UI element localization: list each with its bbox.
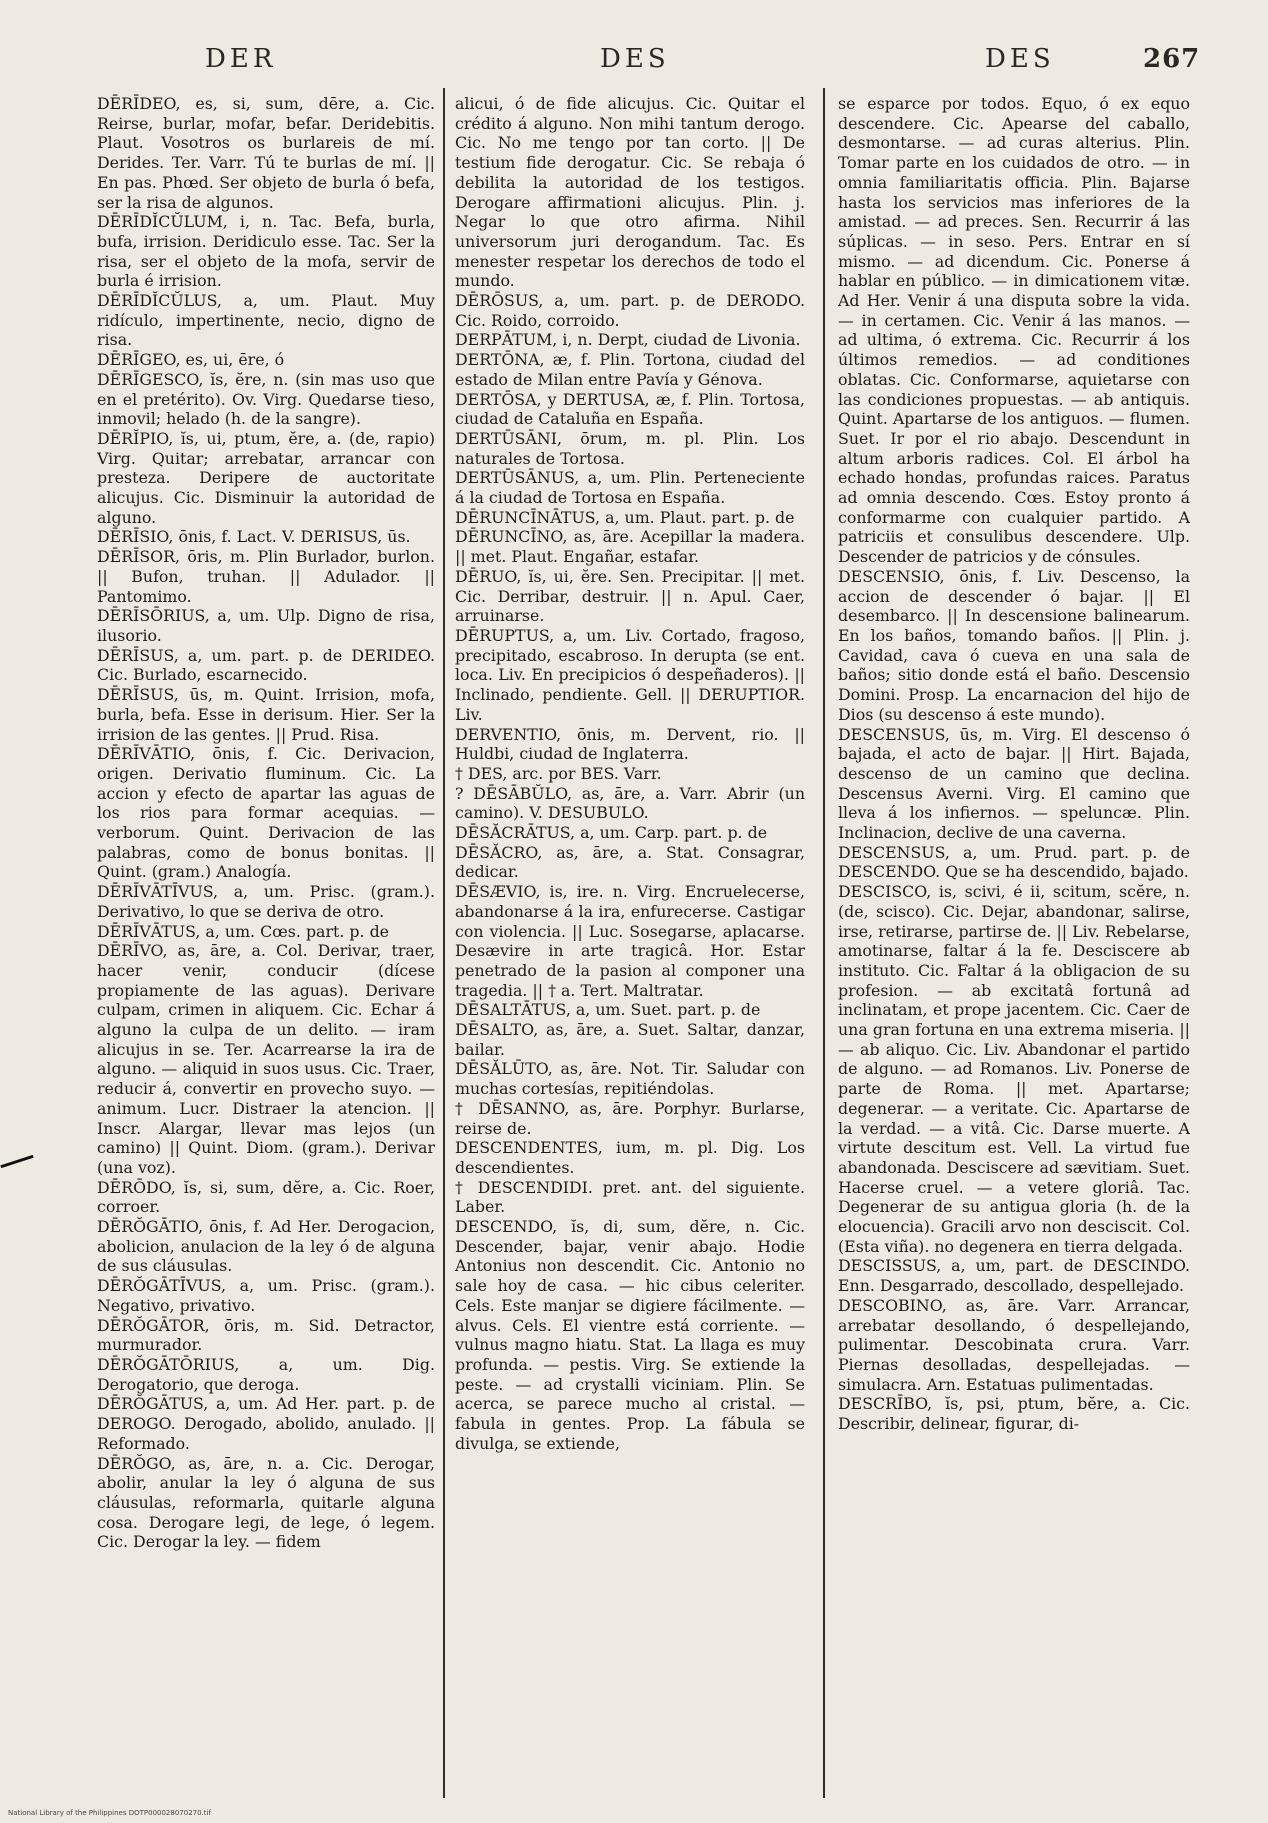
column-rule: [443, 88, 445, 1798]
dictionary-entry: DĒRĪDĬCŬLUS, a, um. Plaut. Muy ridículo, impertinente, necio, digno de risa.: [97, 291, 435, 350]
dictionary-entry: DĒSALTĀTUS, a, um. Suet. part. p. de: [455, 1000, 761, 1020]
header-center-guideword: DES: [600, 44, 670, 74]
dictionary-entry: se esparce por todos. Equo, ó ex equo descendere. Cic. Apearse del caballo, desmontarse. — ad curas alterius. Plin. Tomar parte en los cuidados de otro. — in omnia familiaritatis officia. Plin. Bajarse hasta los servicios mas inferiores de la amistad. — ad preces. Sen. Recurrir á las súplicas. — in seso. Pers. Entrar en sí mismo. — ad dicendum. Cic. Ponerse á hablar en público. — in dimicationem vitæ. Ad Her. Venir á una disputa sobre la vida. — in certamen. Cic. Venir á las manos. — ad ultima, ó extrema. Cic. Recurrir á los últimos remedios. — ad conditiones oblatas. Cic. Conformarse, aquietarse con las condiciones propuestas. — ab antiquis. Quint. Apartarse de los antiguos. — flumen. Suet. Ir por el rio abajo. Descendunt in altum arboris radices. Col. El árbol ha echado hondas, profundas raices. Paratus ad omnia descendo. Cœs. Estoy pronto á conformarme con cualquier partido. A patriciis et consulibus descendere. Ulp. Descender de patricios y de cónsules.: [838, 94, 1190, 567]
dictionary-entry: DĒRUO, ĭs, ui, ĕre. Sen. Precipitar. || met. Cic. Derribar, destruir. || n. Apul. Caer, arruinarse.: [455, 566, 805, 626]
dictionary-entry: DĒSÆVIO, is, ire. n. Virg. Encruelecerse, abandonarse á la ira, enfurecerse. Castigar con violencia. || Luc. Sosegarse, aplacarse. Desævire in arte tragicâ. Hor. Estar penetrado de la pasion al componer una tragedia. || † a. Tert. Maltratar.: [455, 882, 805, 1000]
dictionary-entry: DĒRĪDĬCŬLUM, i, n. Tac. Befa, burla, bufa, irrision. Deridiculo esse. Tac. Ser la risa, ser el objeto de la mofa, servir de burla é irrision.: [97, 212, 435, 291]
dictionary-entry: DESCISSUS, a, um, part. de DESCINDO. Enn. Desgarrado, descollado, despellejado.: [838, 1256, 1190, 1296]
dictionary-entry: DĒRĪVĀTUS, a, um. Cœs. part. p. de: [97, 921, 390, 941]
dictionary-entry: DĒRŎGĀTOR, ōris, m. Sid. Detractor, murmurador.: [97, 1315, 435, 1355]
dictionary-entry: DESCISCO, is, scivi, é ii, scitum, scĕre, n. (de, scisco). Cic. Dejar, abandonar, salirse, irse, retirarse, partirse de. || Liv. Rebelarse, amotinarse, faltar á la fe. Desciscere ab instituto. Cic. Faltar á la obligacion de su profesion. — ab excitatâ fortunâ ad inclinatam, et prope jacentem. Cic. Caer de una gran fortuna en una extrema miseria. || — ab aliquo. Cic. Liv. Abandonar el partido de alguno. — ad Romanos. Liv. Ponerse de parte de Roma. || met. Apartarse; degenerar. — a veritate. Cic. Apartarse de la verdad. — a vitâ. Cic. Darse muerte. A virtute descitum est. Vell. La virtud fue abandonada. Desciscere ad sævitiam. Suet. Hacerse cruel. — a vetere gloriâ. Tac. Degenerar de su antigua gloria (h. de la elocuencia). Gracili arvo non desciscit. Col. (Esta viña). no degenera en tierra delgada.: [838, 882, 1190, 1256]
dictionary-entry: DĒSĂCRO, as, āre, a. Stat. Consagrar, dedicar.: [455, 842, 805, 882]
dictionary-entry: DĒRŎGĀTUS, a, um. Ad Her. part. p. de DEROGO. Derogado, abolido, anulado. || Reformado.: [97, 1394, 435, 1453]
dictionary-entry: DĒRĪSOR, ōris, m. Plin Burlador, burlon. || Bufon, truhan. || Adulador. || Pantomimo.: [97, 547, 435, 606]
page-fold-mark: [0, 1155, 33, 1168]
dictionary-entry: DĒRĬPIO, ĭs, ui, ptum, ĕre, a. (de, rapio) Virg. Quitar; arrebatar, arrancar con presteza. Deripere de auctoritate alicujus. Cic. Disminuir la autoridad de alguno.: [97, 428, 435, 527]
dictionary-entry: DĒRĪGEO, es, ui, ēre, ó: [97, 350, 285, 370]
dictionary-entry: DERPĀTUM, i, n. Derpt, ciudad de Livonia.: [455, 330, 801, 350]
scan-footer: National Library of the Philippines DOTP000028070270.tif: [8, 1809, 211, 1817]
dictionary-entry: DĒRŌDO, ĭs, si, sum, dĕre, a. Cic. Roer, corroer.: [97, 1177, 435, 1217]
dictionary-entry: DĒSĂCRĀTUS, a, um. Carp. part. p. de: [455, 823, 768, 843]
dictionary-entry: DĒRĪGESCO, ĭs, ĕre, n. (sin mas uso que en el pretérito). Ov. Virg. Quedarse tieso, inmovil; helado (h. de la sangre).: [97, 369, 435, 429]
dictionary-entry: DĒRĪSUS, ūs, m. Quint. Irrision, mofa, burla, befa. Esse in derisum. Hier. Ser la irrision de las gentes. || Prud. Risa.: [97, 685, 435, 744]
dictionary-entry: DESCENDO, ĭs, di, sum, dĕre, n. Cic. Descender, bajar, venir abajo. Hodie Antonius non descendit. Cic. Antonio no sale hoy de casa. — hic cibus celeriter. Cels. Este manjar se digiere fácilmente. — alvus. Cels. El vientre está corriente. — vulnus magno hiatu. Stat. La llaga es muy profunda. — pestis. Virg. Se extiende la peste. — ad crystalli viciniam. Plin. Se acerca, se parece mucho al cristal. — fabula in gentes. Prop. La fábula se divulga, se extiende,: [455, 1217, 805, 1453]
dictionary-entry: DĒRĪDEO, es, si, sum, dēre, a. Cic. Reirse, burlar, mofar, befar. Deridebitis. Plaut. Vosotros os burlareis de mí. Derides. Ter. Varr. Tú te burlas de mí. || En pas. Phœd. Ser objeto de burla ó befa, ser la risa de algunos.: [97, 94, 435, 212]
dictionary-entry: DĒRUPTUS, a, um. Liv. Cortado, fragoso, precipitado, escabroso. In derupta (se ent. loca. Liv. En precipicios ó despeñaderos). || Inclinado, pendiente. Gell. || DERUPTIOR. Liv.: [455, 625, 805, 724]
column-1: [97, 94, 435, 1799]
running-header: [0, 44, 1268, 84]
dictionary-entry: DESCRĪBO, ĭs, psi, ptum, bĕre, a. Cic. Describir, delinear, figurar, di-: [838, 1394, 1190, 1434]
dictionary-entry: DĒSĂLŪTO, as, āre. Not. Tir. Saludar con muchas cortesías, repitiéndolas.: [455, 1059, 805, 1099]
dictionary-entry: DĒRĪVĀTĪVUS, a, um. Prisc. (gram.). Derivativo, lo que se deriva de otro.: [97, 882, 435, 921]
dictionary-entry: DĒRĪSUS, a, um. part. p. de DERIDEO. Cic. Burlado, escarnecido.: [97, 645, 435, 685]
dictionary-entry: DERVENTIO, ōnis, m. Dervent, rio. || Huldbi, ciudad de Inglaterra.: [455, 724, 805, 764]
dictionary-entry: ? DĒSĀBŬLO, as, āre, a. Varr. Abrir (un camino). V. DESUBULO.: [455, 783, 805, 823]
dictionary-entry: alicui, ó de fide alicujus. Cic. Quitar el crédito á alguno. Non mihi tantum derogo. Cic. No me tengo por tan corto. || De testium fide derogatur. Cic. Se rebaja ó debilita la autoridad de los testigos. Derogare affirmationi alicujus. Plin. j. Negar lo que otro afirma. Nihil universorum juri derogandum. Tac. Es menester respetar los derechos de todo el mundo.: [455, 94, 805, 291]
dictionary-entry: DESCOBINO, as, āre. Varr. Arrancar, arrebatar desollando, ó despellejando, pulimentar. Descobinata crura. Varr. Piernas desolladas, despellejadas. — simulacra. Arn. Estatuas pulimentadas.: [838, 1295, 1190, 1394]
dictionary-entry: DĒRŌSUS, a, um. part. p. de DERODO. Cic. Roido, corroido.: [455, 291, 805, 330]
dictionary-entry: DESCENSUS, ūs, m. Virg. El descenso ó bajada, el acto de bajar. || Hirt. Bajada, descenso de un camino que declina. Descensus Averni. Virg. El camino que lleva á los infiernos. — speluncæ. Plin. Inclinacion, declive de una caverna.: [838, 724, 1190, 843]
dictionary-entry: DERTŪSĀNUS, a, um. Plin. Perteneciente á la ciudad de Tortosa en España.: [455, 468, 805, 508]
dictionary-entry: DERTŌSA, y DERTUSA, æ, f. Plin. Tortosa, ciudad de Cataluña en España.: [455, 389, 805, 429]
header-right-guideword: DES: [985, 44, 1055, 74]
dictionary-entry: DESCENSIO, ōnis, f. Liv. Descenso, la accion de descender ó bajar. || El desembarco. || In descensione balinearum. En los baños, tomando baños. || Plin. j. Cavidad, cava ó cueva en una sala de baños; sitio donde está el baño. Descensio Domini. Prosp. La encarnacion del hijo de Dios (su descenso á este mundo).: [838, 566, 1190, 724]
dictionary-entry: † DESCENDIDI. pret. ant. del siguiente. Laber.: [455, 1177, 805, 1217]
dictionary-entry: DĒRŎGĀTIO, ōnis, f. Ad Her. Derogacion, abolicion, anulacion de la ley ó de alguna de sus cláusulas.: [97, 1217, 435, 1276]
column-2: [455, 94, 805, 1799]
header-left-guideword: DER: [205, 44, 277, 74]
dictionary-entry: DERTŌNA, æ, f. Plin. Tortona, ciudad del estado de Milan entre Pavía y Génova.: [455, 350, 805, 389]
dictionary-entry: DĒRĪSIO, ōnis, f. Lact. V. DERISUS, ūs.: [97, 527, 411, 547]
dictionary-entry: DERTŪSĀNI, ōrum, m. pl. Plin. Los naturales de Tortosa.: [455, 428, 805, 468]
column-rule: [823, 88, 825, 1798]
dictionary-entry: DĒRĪVĀTIO, ōnis, f. Cic. Derivacion, origen. Derivatio fluminum. Cic. La accion y efecto de apartar las aguas de los rios para formar acequias. — verborum. Quint. Derivacion de las palabras, como de bonus bonitas. || Quint. (gram.) Analogía.: [97, 744, 435, 882]
dictionary-entry: DĒRUNCĪNĀTUS, a, um. Plaut. part. p. de: [455, 507, 795, 527]
dictionary-entry: DĒRĪVO, as, āre, a. Col. Derivar, traer, hacer venir, conducir (dícese propiamente de las aguas). Derivare culpam, crimen in aliquem. Cic. Echar á alguno la culpa de un delito. — iram alicujus in se. Ter. Acarrearse la ira de alguno. — aliquid in suos usus. Cic. Traer, reducir á, convertir en provecho suyo. — animum. Lucr. Distraer la atencion. || Inscr. Alargar, llevar mas lejos (un camino) || Quint. Diom. (gram.). Derivar (una voz).: [97, 941, 435, 1177]
dictionary-entry: † DES, arc. por BES. Varr.: [455, 763, 662, 783]
dictionary-entry: DESCENSUS, a, um. Prud. part. p. de DESCENDO. Que se ha descendido, bajado.: [838, 842, 1190, 882]
dictionary-entry: † DĒSANNO, as, āre. Porphyr. Burlarse, reirse de.: [455, 1098, 805, 1138]
column-3: [838, 94, 1190, 1799]
page-number: 267: [1143, 44, 1201, 74]
dictionary-entry: DĒRŎGĀTŌRIUS, a, um. Dig. Derogatorio, que deroga.: [97, 1355, 435, 1394]
dictionary-entry: DĒRUNCĪNO, as, āre. Acepillar la madera. || met. Plaut. Engañar, estafar.: [455, 527, 805, 567]
dictionary-entry: DĒRŎGĀTĪVUS, a, um. Prisc. (gram.). Negativo, privativo.: [97, 1276, 435, 1315]
dictionary-entry: DESCENDENTES, ium, m. pl. Dig. Los descendientes.: [455, 1138, 805, 1177]
dictionary-entry: DĒRŎGO, as, āre, n. a. Cic. Derogar, abolir, anular la ley ó alguna de sus cláusulas, reformarla, quitarle alguna cosa. Derogare legi, de lege, ó legem. Cic. Derogar la ley. — fidem: [97, 1453, 435, 1552]
dictionary-entry: DĒSALTO, as, āre, a. Suet. Saltar, danzar, bailar.: [455, 1020, 805, 1059]
dictionary-entry: DĒRĪSŌRIUS, a, um. Ulp. Digno de risa, ilusorio.: [97, 606, 435, 645]
